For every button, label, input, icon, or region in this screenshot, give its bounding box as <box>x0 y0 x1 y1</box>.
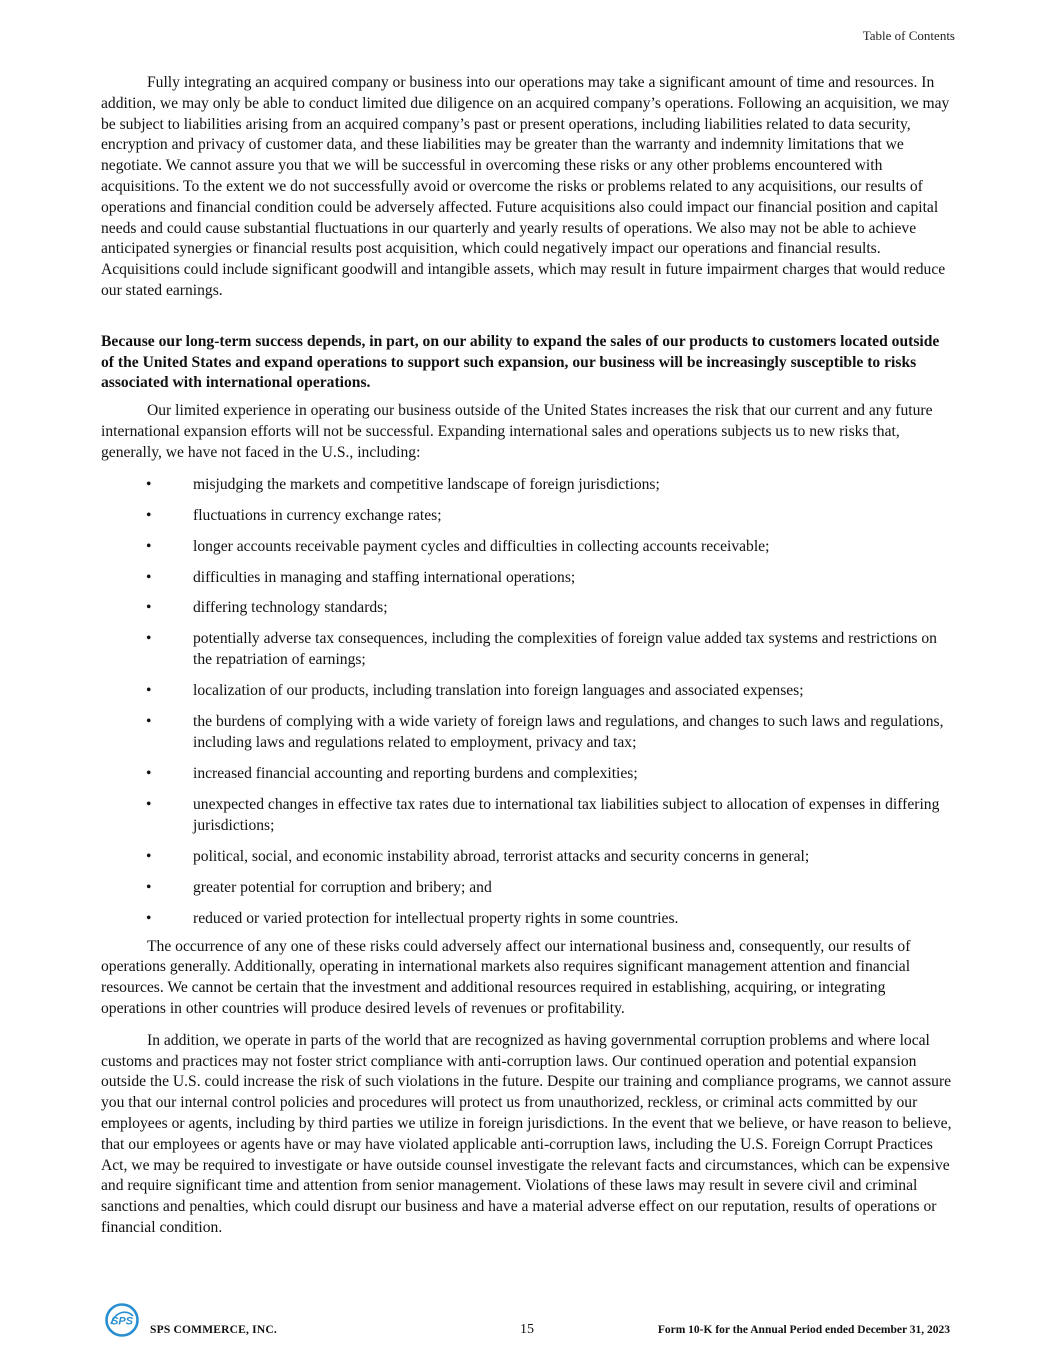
sps-logo-icon <box>104 1302 140 1338</box>
list-item: • difficulties in managing and staffing international operations; <box>101 568 954 589</box>
table-of-contents-link[interactable]: Table of Contents <box>862 28 955 43</box>
bullet-icon: • <box>146 796 152 813</box>
paragraph-acquisitions: Fully integrating an acquired company or business into our operations may take a significant amount of time and resources. In addition, we may only be able to conduct limited due diligence on an acquired company’s operations. Following an acquisition, we may be subject to liabilities arising from an acquired company’s past or present operations, including liabilities related to data security, encryption and privacy of customer data, and these liabilities may be greater than the warranty and indemnity limitations that we negotiate. We cannot assure you that we will be successful in overcoming these risks or any other problems encountered with acquisitions. To the extent we do not successfully avoid or overcome the risks or problems related to any acquisitions, our results of operations and financial condition could be adversely affected. Future acquisitions also could impact our financial position and capital needs and could cause substantial fluctuations in our quarterly and yearly results of operations. We also may not be able to achieve anticipated synergies or financial results post acquisition, which could negatively impact our operations and financial results. Acquisitions could include significant goodwill and intangible assets, which may result in future impairment charges that would reduce our stated earnings. <box>101 74 950 299</box>
list-item: • potentially adverse tax consequences, including the complexities of foreign value added tax systems and restrictions on the repatriation of earnings; <box>146 630 937 669</box>
bullet-icon: • <box>146 475 152 493</box>
bullet-icon: • <box>146 568 152 586</box>
risk-heading-international: Because our long-term success depends, in part, on our ability to expand the sales of our products to customers located outside of the United States and expand operations to support such expansion, our business will be increasingly susceptible to risks associated with international operations. <box>101 332 940 392</box>
list-item: • longer accounts receivable payment cycles and difficulties in collecting accounts receivable; <box>101 537 954 558</box>
list-item: • misjudging the markets and competitive landscape of foreign jurisdictions; <box>101 475 954 496</box>
company-name: SPS COMMERCE, INC. <box>150 1324 277 1336</box>
list-item: • greater potential for corruption and bribery; and <box>101 878 954 899</box>
paragraph-risk-occurrence: The occurrence of any one of these risks could adversely affect our international business and, consequently, our results of operations generally. Additionally, operating in international markets also requires significant management attention and financial resources. We cannot be certain that the investment and additional resources required in establishing, acquiring, or integrating operations in other countries will produce desired levels of revenues or profitability. <box>101 937 911 1017</box>
paragraph-anti-corruption: In addition, we operate in parts of the world that are recognized as having governmental corruption problems and where local customs and practices may not foster strict compliance with anti-corruption laws. Our continued operation and potential expansion outside the U.S. could increase the risk of such violations in the future. Despite our training and compliance programs, we cannot assure you that our internal control policies and procedures will protect us from unauthorized, reckless, or criminal acts committed by our employees or agents, including by third parties we utilize in foreign jurisdictions. In the event that we believe, or have reason to believe, that our employees or agents have or may have violated applicable anti-corruption laws, including the U.S. Foreign Corrupt Practices Act, we may be required to investigate or have outside counsel investigate the relevant facts and circumstances, which can be expensive and require significant time and attention from senior management. Violations of these laws may result in severe civil and criminal sanctions and penalties, which could disrupt our business and have a material adverse effect on our reputation, results of operations or financial condition. <box>101 1031 952 1236</box>
bullet-icon: • <box>146 847 152 865</box>
list-item: • increased financial accounting and reporting burdens and complexities; <box>101 764 954 785</box>
list-item: • fluctuations in currency exchange rates; <box>101 506 954 527</box>
bullet-icon: • <box>146 765 152 783</box>
bullet-icon: • <box>146 713 152 731</box>
list-item: • political, social, and economic instability abroad, terrorist attacks and security concerns in general; <box>101 847 954 868</box>
bullet-icon: • <box>146 599 152 617</box>
list-item: • localization of our products, including translation into foreign languages and associated expenses; <box>101 681 954 702</box>
document-body <box>101 73 954 1239</box>
list-item: • unexpected changes in effective tax rates due to international tax liabilities subject to allocation of expenses in differing jurisdictions; <box>146 796 940 834</box>
bullet-icon: • <box>146 537 152 555</box>
list-item: • reduced or varied protection for intellectual property rights in some countries. <box>101 909 954 930</box>
form-label: Form 10-K for the Annual Period ended December 31, 2023 <box>657 1324 950 1336</box>
bullet-icon: • <box>146 506 152 524</box>
paragraph-international-intro: Our limited experience in operating our business outside of the United States increases the risk that our current and any future international expansion efforts will not be successful. Expanding international sales and operations subjects us to new risks that, generally, we have not faced in the U.S., including: <box>101 402 933 461</box>
page-footer <box>0 1300 1055 1350</box>
svg-text:SPS: SPS <box>110 1315 134 1328</box>
bullet-icon: • <box>146 909 152 927</box>
bullet-icon: • <box>146 878 152 896</box>
list-item: • differing technology standards; <box>101 598 954 619</box>
bullet-icon: • <box>146 682 152 700</box>
bullet-icon: • <box>146 630 152 648</box>
page-number: 15 <box>520 1322 534 1337</box>
list-item: • the burdens of complying with a wide variety of foreign laws and regulations, and changes to such laws and regulations, including laws and regulations related to employment, privacy and tax; <box>146 713 944 752</box>
international-risks-list <box>101 475 954 930</box>
